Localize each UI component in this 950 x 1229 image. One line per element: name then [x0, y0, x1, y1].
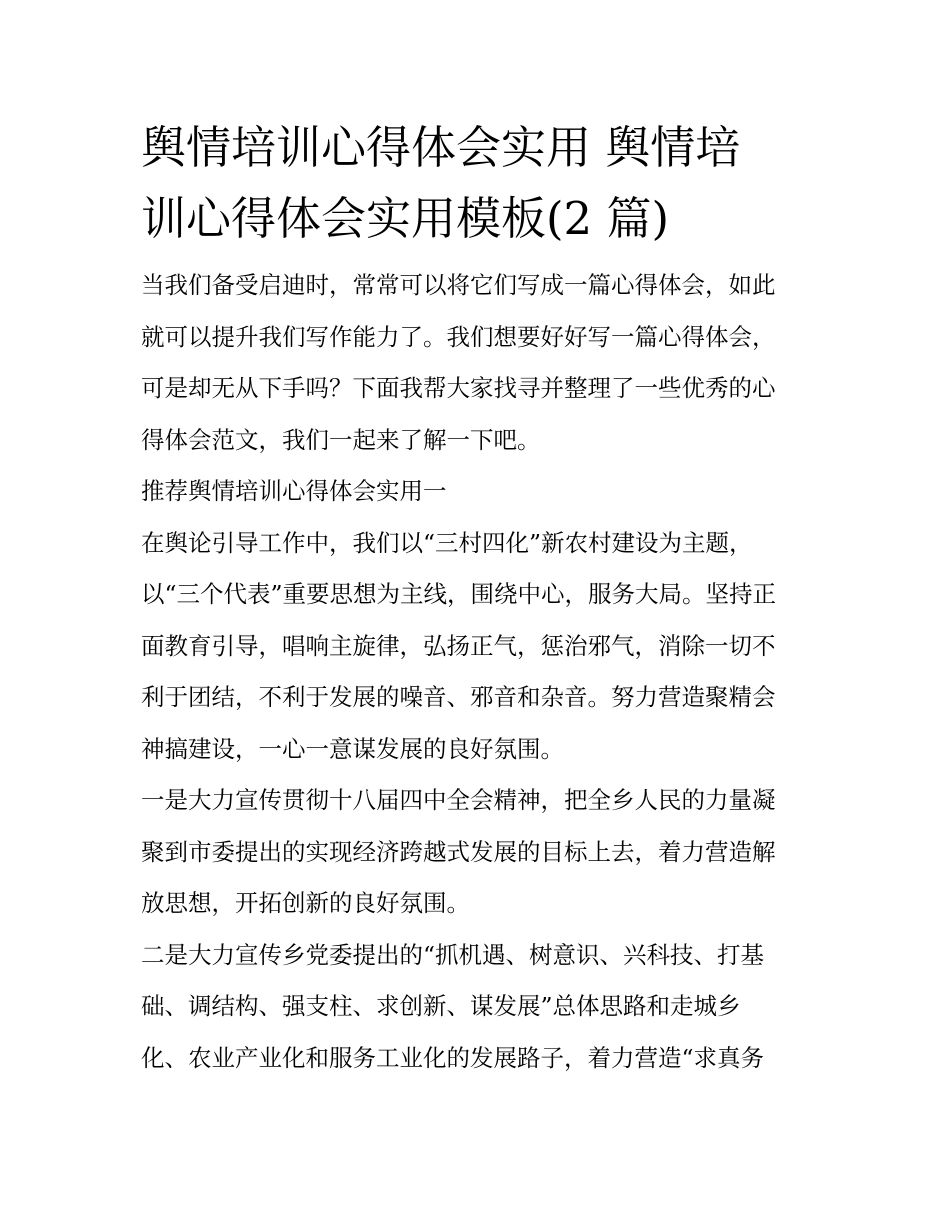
- text-line: 就可以提升我们写作能力了。我们想要好好写一篇心得体会，: [141, 322, 776, 351]
- text-line: 面教育引导，唱响主旋律，弘扬正气，惩治邪气，消除一切不: [141, 631, 776, 660]
- document-title: [141, 112, 811, 254]
- text-line: 放思想，开拓创新的良好氛围。: [141, 889, 470, 917]
- text-line: 当我们备受启迪时，常常可以将它们写成一篇心得体会，如此: [141, 271, 776, 299]
- text-line: 础、调结构、强支柱、求创新、谋发展”总体思路和走城乡: [141, 992, 741, 1020]
- document-content: [141, 112, 811, 1084]
- text-line: 一是大力宣传贯彻十八届四中全会精神，把全乡人民的力量凝: [141, 786, 776, 814]
- body-paragraph: [141, 775, 811, 930]
- text-line: 二是大力宣传乡党委提出的“抓机遇、树意识、兴科技、打基: [141, 940, 765, 969]
- text-line: 神搞建设，一心一意谋发展的良好氛围。: [141, 734, 564, 763]
- body-paragraph: [141, 518, 811, 776]
- text-line: 化、农业产业化和服务工业化的发展路子，着力营造“求真务: [141, 1043, 765, 1072]
- text-line: 以“三个代表”重要思想为主线，围绕中心，服务大局。坚持正: [141, 580, 777, 608]
- section-heading: [141, 466, 811, 518]
- text-line: 利于团结，不利于发展的噪音、邪音和杂音。努力营造聚精会: [141, 683, 776, 711]
- title-line: 训心得体会实用模板(2 篇): [141, 192, 670, 245]
- intro-paragraph: [141, 260, 811, 466]
- body-paragraph: [141, 930, 811, 1085]
- title-line: 舆情培训心得体会实用 舆情培: [141, 121, 741, 174]
- text-line: 聚到市委提出的实现经济跨越式发展的目标上去，着力营造解: [141, 837, 776, 866]
- text-line: 可是却无从下手吗？下面我帮大家找寻并整理了一些优秀的心: [141, 374, 776, 402]
- text-line: 推荐舆情培训心得体会实用一: [141, 477, 447, 505]
- text-line: 得体会范文，我们一起来了解一下吧。: [141, 425, 541, 454]
- text-line: 在舆论引导工作中，我们以“三村四化”新农村建设为主题，: [141, 528, 753, 557]
